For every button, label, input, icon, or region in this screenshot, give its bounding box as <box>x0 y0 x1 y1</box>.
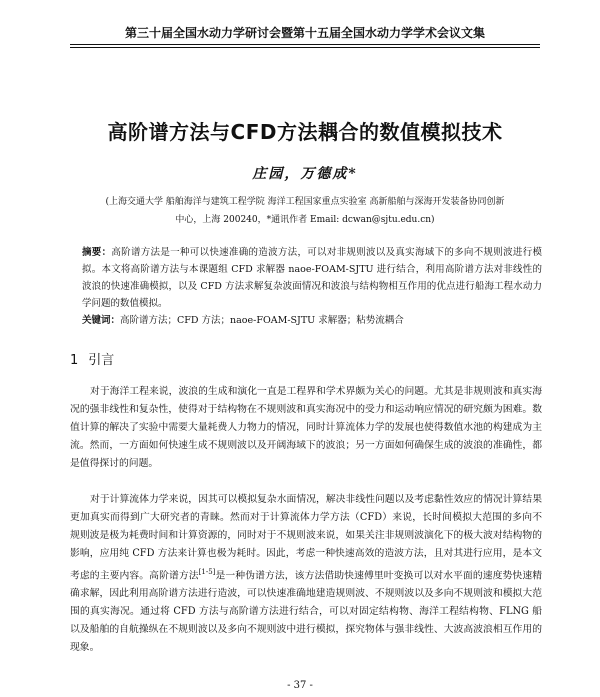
paragraph-2-text-b: 是一种伪谱方法，该方法借助快速傅里叶变换可以对水平面的速度势快速精确求解，因此利用高阶谱方法进行造波，可以快速准确地建造规则波、不规则波以及多向不规则波和模拟大范围的真实海况。通过将 CFD 方法与高阶谱方法进行结合，可以对固定结构物、海洋工程结构物、FLNG 船以及船舶的自航操纵在不规则波以及多向不规则波中进行模拟，探究物体与强非线性、大波高波浪相互作用的现象。 <box>70 570 543 654</box>
affiliation-line-2: 中心，上海 200240，*通讯作者 Email: dcwan@sjtu.edu.cn) <box>175 215 435 225</box>
abstract <box>82 244 542 312</box>
affiliation <box>70 193 540 229</box>
paper-title: 高阶谱方法与CFD方法耦合的数值模拟技术 <box>107 120 503 144</box>
body-paragraph-1: 对于海洋工程来说，波浪的生成和演化一直是工程界和学术界颇为关心的问题。尤其是非规则波和真实海况的强非线性和复杂性，使得对于结构物在不规则波和真实海况中的受力和运动响应情况的研究颇为困难。数值计算的解决了实验中需要大量耗费人力物力的情况，同时计算流体力学的发展也使得数值水池的构建成为主流。然而，一方面如何快速生成不规则波以及开阔海域下的波浪；另一方面如何确保生成的波浪的准确性，都是值得探讨的问题。 <box>70 386 542 469</box>
affiliation-line-1: (上海交通大学 船舶海洋与建筑工程学院 海洋工程国家重点实验室 高新船舶与深海开发装备协同创新 <box>105 197 505 207</box>
paragraph-2-text-a: 对于计算流体力学来说，因其可以模拟复杂水面情况，解决非线性问题以及考虑黏性效应的情况计算结果更加真实而得到广大研究者的青睐。然而对于计算流体力学方法（CFD）来说，长时间模拟大范围的多向不规则波是极为耗费时间和计算资源的，同时对于不规则波来说，如果关注非规则波演化下的极大波对结构物的影响，应用纯 CFD 方法来计算也极为耗时。因此，考虑一种快速高效的造波方法，且对其进行应用，是本文考虑的主要内容。高阶谱方法 <box>70 494 542 582</box>
keywords-text: 高阶谱方法；CFD 方法；naoe-FOAM-SJTU 求解器；粘势流耦合 <box>120 315 404 326</box>
citation-ref[interactable]: [1-5] <box>198 568 216 576</box>
body-paragraph-2 <box>70 491 542 657</box>
page-number: - 37 - <box>287 680 313 691</box>
section-number: 1 <box>70 353 79 368</box>
running-head: 第三十届全国水动力学研讨会暨第十五届全国水动力学学术会议文集 <box>124 26 485 40</box>
abstract-text: 高阶谱方法是一种可以快速准确的造波方法，可以对非规则波以及真实海域下的多向不规则波进行模拟。本文将高阶谱方法与本课题组 CFD 求解器 naoe-FOAM-SJTU 进行结合，利用高阶谱方法对非线性的波浪的快速准确模拟，以及 CFD 方法求解复杂波面情况和波浪与结构物相互作用的优点进行船海工程水动力学问题的数值模拟。 <box>82 247 542 309</box>
header-rule <box>70 44 540 45</box>
keywords-label: 关键词： <box>82 315 121 326</box>
header-rule-thin <box>70 47 540 48</box>
section-heading <box>70 349 114 368</box>
keywords <box>82 312 542 329</box>
section-title: 引言 <box>88 353 115 368</box>
paper-authors: 庄园，万德成* <box>252 166 358 182</box>
abstract-label: 摘要： <box>82 247 112 258</box>
